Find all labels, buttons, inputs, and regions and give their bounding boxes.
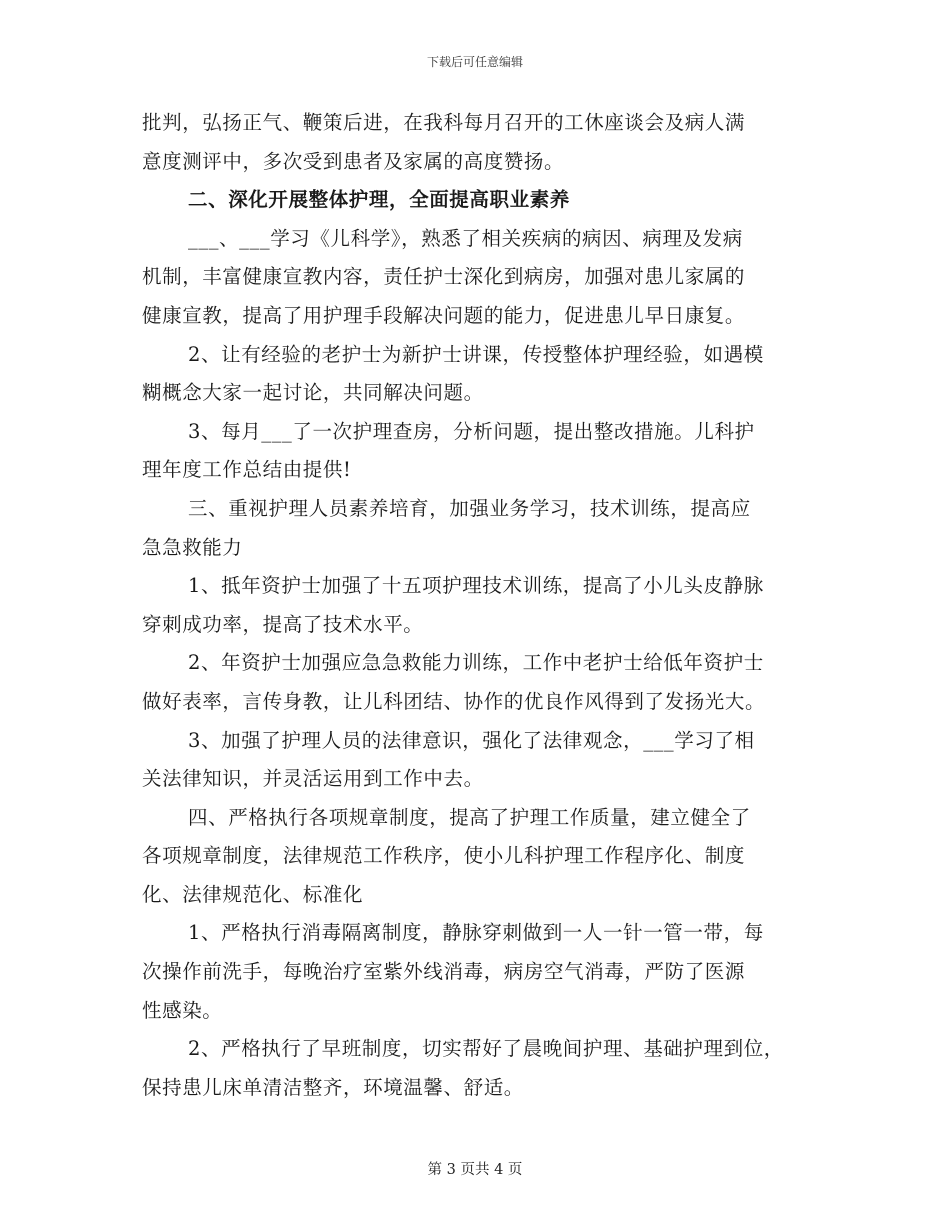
- body-text-line: 化、法律规范化、标准化: [142, 882, 364, 906]
- section-heading: 二、深化开展整体护理，全面提高职业素养: [188, 188, 570, 212]
- body-text-line: 糊概念大家一起讨论，共同解决问题。: [142, 381, 484, 405]
- body-text-line: 1、抵年资护士加强了十五项护理技术训练，提高了小儿头皮静脉: [188, 574, 764, 598]
- document-body: [142, 104, 810, 1107]
- body-text-line: 2、严格执行了早班制度，切实帮好了晨晚间护理、基础护理到位，: [188, 1037, 784, 1061]
- body-text-line: 各项规章制度，法律规范工作秩序，使小儿科护理工作程序化、制度: [142, 844, 746, 868]
- page-header: 下载后可任意编辑: [426, 55, 523, 69]
- body-text-line: 关法律知识，并灵活运用到工作中去。: [142, 767, 484, 791]
- body-text-line: 3、每月___了一次护理查房，分析问题，提出整改措施。儿科护: [188, 419, 755, 443]
- body-text-line: 做好表率，言传身教，让儿科团结、协作的优良作风得到了发扬光大。: [142, 689, 766, 713]
- body-text-line: 急急救能力: [142, 535, 243, 559]
- body-text-line: 3、加强了护理人员的法律意识，强化了法律观念，___学习了相: [188, 728, 755, 752]
- body-text-line: 健康宣教，提高了用护理手段解决问题的能力，促进患儿早日康复。: [142, 303, 746, 327]
- body-text-line: ___、___学习《儿科学》，熟悉了相关疾病的病因、病理及发病: [188, 226, 743, 250]
- body-text-line: 意度测评中，多次受到患者及家属的高度赞扬。: [142, 149, 565, 173]
- body-text-line: 性感染。: [142, 998, 223, 1022]
- body-text-line: 2、让有经验的老护士为新护士讲课，传授整体护理经验，如遇模: [188, 342, 764, 366]
- body-text-line: 次操作前洗手，每晚治疗室紫外线消毒，病房空气消毒，严防了医源: [142, 960, 746, 984]
- body-text-line: 穿刺成功率，提高了技术水平。: [142, 612, 424, 636]
- body-text-line: 1、严格执行消毒隔离制度，静脉穿刺做到一人一针一管一带，每: [188, 921, 764, 945]
- body-text-line: 理年度工作总结由提供!: [142, 458, 352, 482]
- body-text-line: 2、年资护士加强应急急救能力训练，工作中老护士给低年资护士: [188, 651, 764, 675]
- body-text-line: 保持患儿床单清洁整齐，环境温馨、舒适。: [142, 1075, 524, 1099]
- body-text-line: 四、严格执行各项规章制度，提高了护理工作质量，建立健全了: [188, 805, 751, 829]
- body-text-line: 三、重视护理人员素养培育，加强业务学习，技术训练，提高应: [188, 496, 751, 520]
- body-text-line: 机制，丰富健康宣教内容，责任护士深化到病房，加强对患儿家属的: [142, 265, 746, 289]
- body-text-line: 批判，弘扬正气、鞭策后进，在我科每月召开的工休座谈会及病人满: [142, 111, 746, 134]
- page-footer: 第 3 页共 4 页: [427, 1162, 523, 1178]
